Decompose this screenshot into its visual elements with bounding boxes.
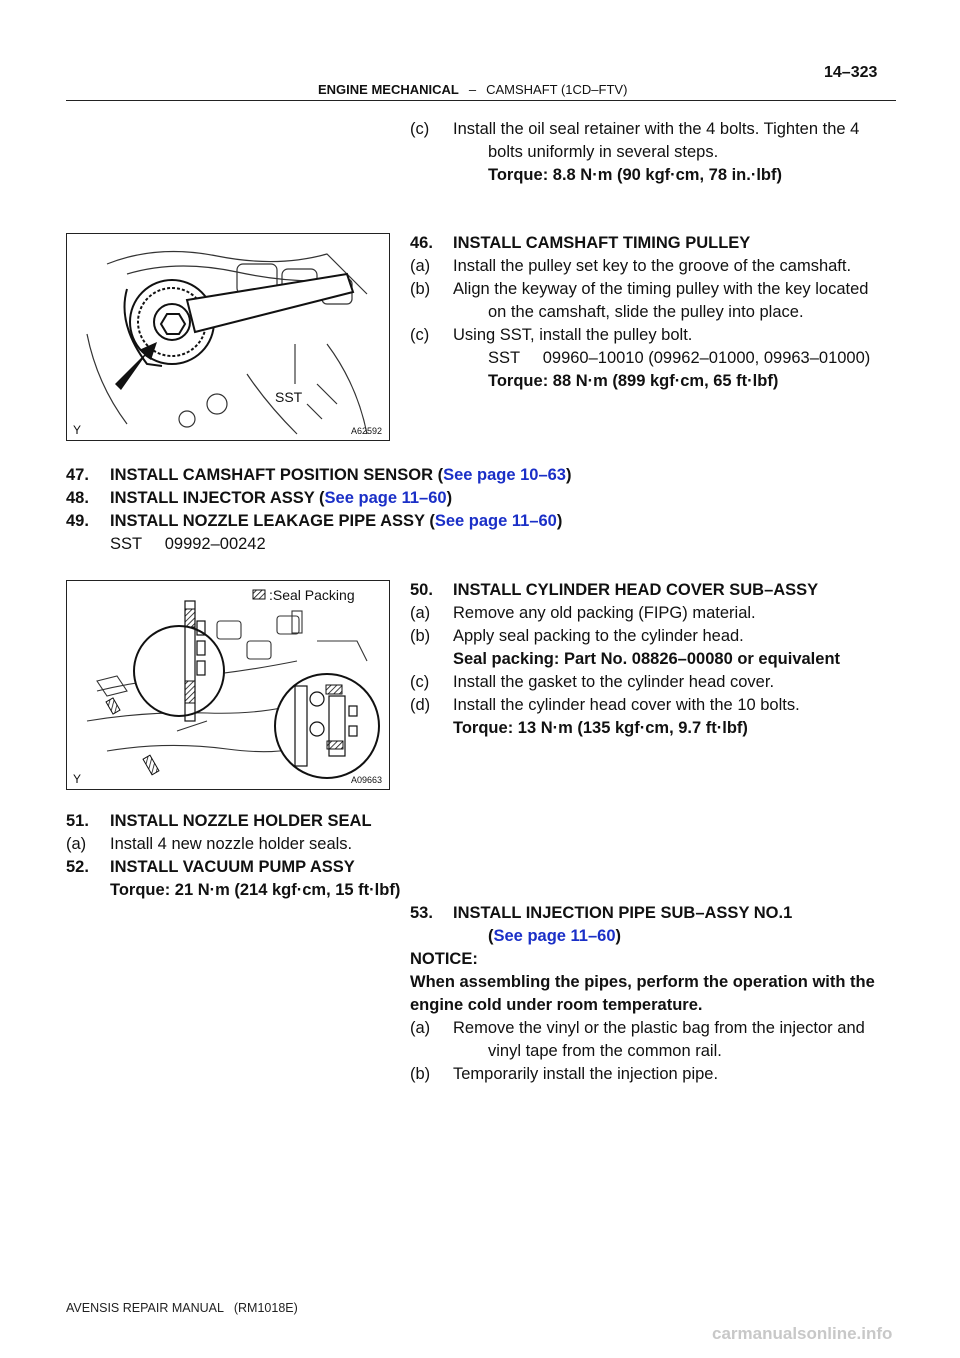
notice-line1: When assembling the pipes, perform the operation with the [410,973,875,991]
step48-number: 48. [66,489,89,507]
step50b-text: Apply seal packing to the cylinder head. [453,627,744,645]
figure1-code: A62592 [351,426,383,436]
timing-pulley-illustration [67,234,389,440]
subsection-title: CAMSHAFT (1CD–FTV) [486,82,628,97]
figure2-corner-mark: Y [73,772,82,786]
step47-close: ) [565,466,572,484]
step51a-text: Install 4 new nozzle holder seals. [110,835,353,853]
step47-line [110,463,571,487]
step50d-torque: Torque: 13 N·m (135 kgf·cm, 9.7 ft·lbf) [453,719,748,737]
step49-number: 49. [66,512,89,530]
step49-line [110,509,562,533]
page-number: 14–323 [824,64,878,81]
figure-seal-packing [66,580,390,790]
step53a-line2: vinyl tape from the common rail. [488,1042,722,1060]
figure2-code: A09663 [351,775,383,785]
notice-line2: engine cold under room temperature. [410,996,703,1014]
step53b-text: Temporarily install the injection pipe. [453,1065,719,1083]
legend-swatch [253,590,265,599]
step47-number: 47. [66,466,89,484]
step45c-line2: bolts uniformly in several steps. [488,143,719,161]
step52-number: 52. [66,858,89,876]
sst-callout: SST [275,389,303,405]
step46-title: INSTALL CAMSHAFT TIMING PULLEY [453,234,751,252]
step50-title: INSTALL CYLINDER HEAD COVER SUB–ASSY [453,581,819,599]
step49-close: ) [556,512,563,530]
step49-link[interactable]: See page 11–60 [434,512,557,530]
site-watermark: carmanualsonline.info [712,1324,893,1343]
step53-number: 53. [410,904,433,922]
step46b-line2: on the camshaft, slide the pulley into place. [488,303,804,321]
step50c-label: (c) [410,673,430,691]
step50b-label: (b) [410,627,431,645]
step45c-line1: Install the oil seal retainer with the 4 bolts. Tighten the 4 [453,120,860,138]
figure-timing-pulley [66,233,390,441]
step50a-label: (a) [410,604,431,622]
step46c-torque: Torque: 88 N·m (899 kgf·cm, 65 ft·lbf) [488,372,779,390]
step46c-sst: SST 09960–10010 (09962–01000, 09963–01000) [488,349,871,367]
figure1-corner-mark: Y [73,423,82,437]
step48-title: INSTALL INJECTOR ASSY ( [110,489,325,507]
step50a-text: Remove any old packing (FIPG) material. [453,604,756,622]
step53-link[interactable]: See page 11–60 [493,927,616,945]
step47-title: INSTALL CAMSHAFT POSITION SENSOR ( [110,466,444,484]
step49-sst: SST 09992–00242 [110,535,266,553]
step46c-label: (c) [410,326,430,344]
header-separator: – [468,82,477,97]
step45c-label: (c) [410,120,430,138]
running-header [318,82,627,97]
step52-torque: Torque: 21 N·m (214 kgf·cm, 15 ft·lbf) [110,881,401,899]
seal-packing-illustration [67,581,389,789]
step46b-line1: Align the keyway of the timing pulley with the key located [453,280,869,298]
step50b-spec: Seal packing: Part No. 08826–00080 or equivalent [453,650,841,668]
step47-link[interactable]: See page 10–63 [443,466,566,484]
step50-number: 50. [410,581,433,599]
header-rule [66,100,896,101]
notice-title: NOTICE: [410,950,478,968]
step46-number: 46. [410,234,433,252]
step52-title: INSTALL VACUUM PUMP ASSY [110,858,355,876]
step45c-torque: Torque: 8.8 N·m (90 kgf·cm, 78 in.·lbf) [488,166,782,184]
step50d-text: Install the cylinder head cover with the 10 bolts. [453,696,800,714]
manual-footer: AVENSIS REPAIR MANUAL (RM1018E) [66,1301,298,1315]
seal-packing-legend: :Seal Packing [269,587,355,603]
step53b-label: (b) [410,1065,431,1083]
step51-title: INSTALL NOZZLE HOLDER SEAL [110,812,372,830]
step51-number: 51. [66,812,89,830]
step53-ref [488,924,621,948]
step53-ref-close: ) [615,927,622,945]
step50d-label: (d) [410,696,431,714]
step46c-text: Using SST, install the pulley bolt. [453,326,693,344]
step50c-text: Install the gasket to the cylinder head cover. [453,673,775,691]
step51a-label: (a) [66,835,87,853]
step48-line [110,486,452,510]
step53-ref-open: ( [488,927,494,945]
step46a-text: Install the pulley set key to the groove of the camshaft. [453,257,852,275]
step49-title: INSTALL NOZZLE LEAKAGE PIPE ASSY ( [110,512,435,530]
step46a-label: (a) [410,257,431,275]
step53-title: INSTALL INJECTION PIPE SUB–ASSY NO.1 [453,904,793,922]
section-title: ENGINE MECHANICAL [318,82,459,97]
step53a-line1: Remove the vinyl or the plastic bag from the injector and [453,1019,865,1037]
step48-close: ) [446,489,453,507]
step53a-label: (a) [410,1019,431,1037]
step48-link[interactable]: See page 11–60 [324,489,447,507]
step46b-label: (b) [410,280,431,298]
